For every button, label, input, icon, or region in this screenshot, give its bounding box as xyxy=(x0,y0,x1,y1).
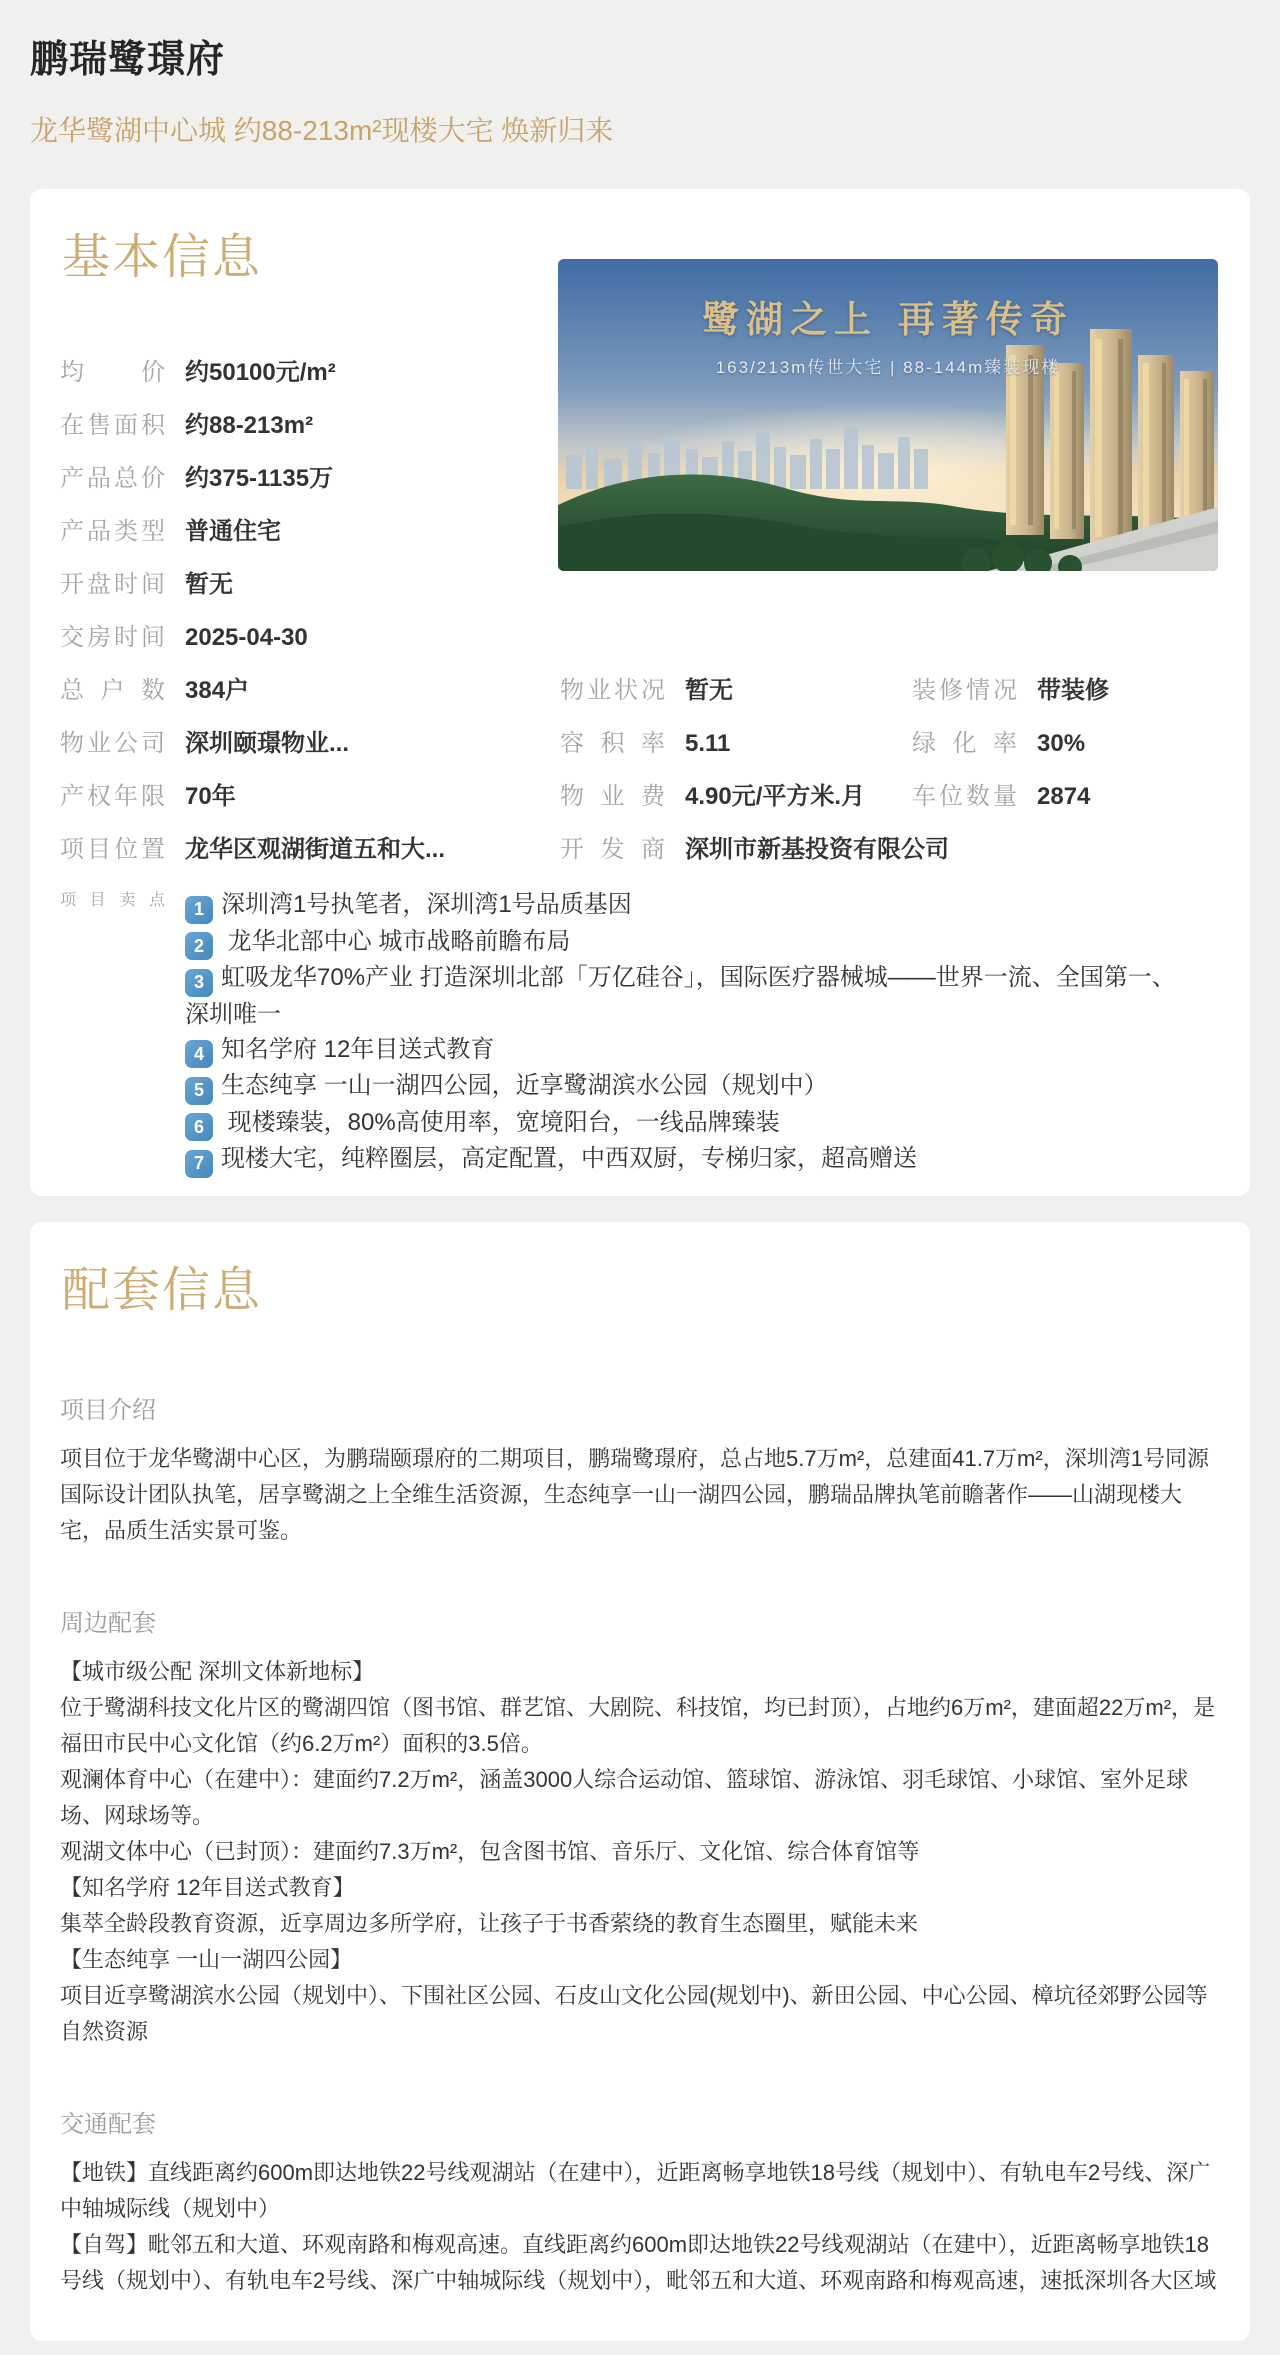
field-label: 总户数 xyxy=(60,677,165,704)
field-label: 车位数量 xyxy=(912,783,1017,810)
field-row xyxy=(60,834,560,866)
amenity-section xyxy=(60,2104,1220,2299)
amenity-paragraph: 【知名学府 12年目送式教育】 xyxy=(60,1874,355,1900)
selling-point-item xyxy=(185,1105,1195,1142)
field-value: 2874 xyxy=(1037,783,1091,810)
amenities-sections xyxy=(60,1390,1220,2299)
field-value: 4.90元/平方米.月 xyxy=(685,783,866,810)
field-pair xyxy=(560,675,912,707)
amenity-paragraph: 项目近享鹭湖滨水公园（规划中）、下围社区公园、石皮山文化公园(规划中)、新田公园、中心公园、樟坑径郊野公园等自然资源 xyxy=(60,1982,1208,2044)
selling-point-item xyxy=(185,960,1195,1032)
number-badge-icon: 2 xyxy=(185,932,213,960)
field-row xyxy=(60,675,560,707)
field-label: 装修情况 xyxy=(912,677,1017,704)
field-value: 2025-04-30 xyxy=(185,624,308,651)
basic-info-card xyxy=(30,189,1250,1196)
number-badge-icon: 4 xyxy=(185,1040,213,1068)
field-row xyxy=(60,463,560,495)
field-label: 容积率 xyxy=(560,730,665,757)
page-subtitle: 龙华鹭湖中心城 约88-213m²现楼大宅 焕新归来 xyxy=(30,115,614,146)
field-value: 深圳颐璟物业... xyxy=(185,730,350,757)
field-row xyxy=(60,781,560,813)
selling-point-text: 龙华北部中心 城市战略前瞻布局 xyxy=(221,927,571,955)
selling-point-item xyxy=(185,1068,1195,1105)
selling-point-item xyxy=(185,1032,1195,1069)
amenity-paragraphs xyxy=(60,1654,1220,2050)
field-row xyxy=(60,410,560,442)
field-label: 均价 xyxy=(60,359,165,386)
field-value: 384户 xyxy=(185,677,250,704)
field-value: 深圳市新基投资有限公司 xyxy=(685,836,949,863)
field-label: 开盘时间 xyxy=(60,571,165,598)
amenities-card xyxy=(30,1222,1250,2341)
amenity-subheading: 周边配套 xyxy=(60,1609,156,1637)
amenity-paragraph: 观澜体育中心（在建中）：建面约7.2万m²，涵盖3000人综合运动馆、篮球馆、游泳馆、羽毛球馆、小球馆、室外足球场、网球场等。 xyxy=(60,1766,1189,1828)
field-value: 普通住宅 xyxy=(185,518,281,545)
field-label: 交房时间 xyxy=(60,624,165,651)
amenity-paragraphs xyxy=(60,2155,1220,2299)
page-header xyxy=(0,0,1280,149)
amenity-paragraph: 【城市级公配 深圳文体新地标】 xyxy=(60,1658,375,1684)
field-pair xyxy=(560,728,912,760)
field-label: 产权年限 xyxy=(60,783,165,810)
selling-point-text: 虹吸龙华70%产业 打造深圳北部「万亿硅谷」，国际医疗器械城——世界一流、全国第一、深圳唯一 xyxy=(185,964,1176,1028)
field-label: 在售面积 xyxy=(60,412,165,439)
amenity-paragraph: 【地铁】直线距离约600m即达地铁22号线观湖站（在建中），近距离畅享地铁18号线（规划中）、有轨电车2号线、深广中轴城际线（规划中） xyxy=(60,2159,1211,2221)
hero-subline: 163/213m传世大宅 | 88-144m臻装现楼 xyxy=(715,358,1061,377)
field-value: 龙华区观湖街道五和大... xyxy=(185,836,446,863)
field-label: 项目位置 xyxy=(60,836,165,863)
page-title: 鹏瑞鹭璟府 xyxy=(30,39,226,81)
selling-point-item xyxy=(185,924,1195,961)
selling-points xyxy=(60,887,1220,1178)
field-value: 暂无 xyxy=(685,677,733,704)
number-badge-icon: 7 xyxy=(185,1150,213,1178)
field-pair xyxy=(912,728,1085,760)
selling-points-list xyxy=(185,887,1195,1178)
amenity-paragraph: 位于鹭湖科技文化片区的鹭湖四馆（图书馆、群艺馆、大剧院、科技馆，均已封顶），占地约6万m²，建面超22万m²，是福田市民中心文化馆（约6.2万m²）面积的3.5倍。 xyxy=(60,1694,1216,1756)
amenity-section xyxy=(60,1390,1220,1549)
field-row xyxy=(60,569,560,601)
selling-point-text: 现楼臻装，80%高使用率，宽境阳台，一线品牌臻装 xyxy=(221,1108,780,1136)
amenity-paragraph: 【自驾】毗邻五和大道、环观南路和梅观高速。直线距离约600m即达地铁22号线观湖站（在建中），近距离畅享地铁18号线（规划中）、有轨电车2号线、深广中轴城际线（规划中），毗邻五和大道、环观南路和梅观高速，速抵深圳各大区域 xyxy=(60,2231,1217,2293)
number-badge-icon: 5 xyxy=(185,1077,213,1105)
field-label: 物业公司 xyxy=(60,730,165,757)
field-value: 约88-213m² xyxy=(185,412,314,439)
number-badge-icon: 6 xyxy=(185,1113,213,1141)
field-value: 暂无 xyxy=(185,571,233,598)
selling-point-item xyxy=(185,887,1195,924)
field-value: 约375-1135万 xyxy=(185,465,334,492)
amenity-section xyxy=(60,1603,1220,2050)
amenity-paragraphs xyxy=(60,1441,1220,1549)
field-grid-row xyxy=(560,728,1200,760)
number-badge-icon: 3 xyxy=(185,969,213,997)
basic-info-right-fields xyxy=(560,675,1200,887)
field-value: 5.11 xyxy=(685,730,731,757)
field-label: 开发商 xyxy=(560,836,665,863)
field-pair xyxy=(912,675,1109,707)
field-value: 约50100元/m² xyxy=(185,359,336,386)
selling-point-item xyxy=(185,1141,1195,1178)
field-grid-row xyxy=(560,781,1200,813)
amenity-subheading: 交通配套 xyxy=(60,2110,156,2138)
hero-banner-image[interactable] xyxy=(558,259,1218,571)
amenities-heading: 配套信息 xyxy=(62,1263,263,1317)
amenity-subheading: 项目介绍 xyxy=(60,1396,156,1424)
field-pair xyxy=(912,781,1090,813)
field-label: 产品类型 xyxy=(60,518,165,545)
field-row xyxy=(60,728,560,760)
selling-point-text: 生态纯享 一山一湖四公园，近享鹭湖滨水公园（规划中） xyxy=(221,1072,828,1099)
field-row xyxy=(60,516,560,548)
field-row xyxy=(60,357,560,389)
field-label: 绿化率 xyxy=(912,730,1017,757)
field-row xyxy=(60,622,560,654)
field-grid-row xyxy=(560,675,1200,707)
hero-headline: 鹭湖之上 再著传奇 xyxy=(702,297,1074,341)
amenity-paragraph: 集萃全龄段教育资源，近享周边多所学府，让孩子于书香萦绕的教育生态圈里，赋能未来 xyxy=(60,1910,919,1936)
selling-point-text: 现楼大宅，纯粹圈层，高定配置，中西双厨，专梯归家，超高赠送 xyxy=(221,1145,917,1172)
field-label: 物业费 xyxy=(560,783,665,810)
amenity-paragraph: 项目位于龙华鹭湖中心区，为鹏瑞颐璟府的二期项目，鹏瑞鹭璟府，总占地5.7万m²，总建面41.7万m²，深圳湾1号同源 国际设计团队执笔，居享鹭湖之上全维生活资源，生态纯享一山一湖四公园，鹏瑞品牌执笔前瞻著作——山湖现楼大宅，品质生活实景可鉴。 xyxy=(60,1445,1209,1543)
basic-info-heading: 基本信息 xyxy=(62,231,263,284)
selling-point-text: 知名学府 12年目送式教育 xyxy=(221,1035,495,1063)
field-grid-row xyxy=(560,834,1200,866)
selling-point-text: 深圳湾1号执笔者，深圳湾1号品质基因 xyxy=(221,891,632,918)
selling-points-label: 项目卖点 xyxy=(60,892,165,909)
field-label: 物业状况 xyxy=(560,677,665,704)
field-value: 30% xyxy=(1037,730,1086,757)
field-value: 带装修 xyxy=(1037,677,1109,704)
number-badge-icon: 1 xyxy=(185,896,213,924)
basic-info-left-fields xyxy=(60,357,560,866)
amenity-paragraph: 【生态纯享 一山一湖四公园】 xyxy=(60,1946,353,1972)
field-value: 70年 xyxy=(185,783,236,810)
field-pair xyxy=(560,834,949,866)
field-pair xyxy=(560,781,912,813)
field-label: 产品总价 xyxy=(60,465,165,492)
amenity-paragraph: 观湖文体中心（已封顶）：建面约7.3万m²，包含图书馆、音乐厅、文化馆、综合体育馆等 xyxy=(60,1838,920,1864)
